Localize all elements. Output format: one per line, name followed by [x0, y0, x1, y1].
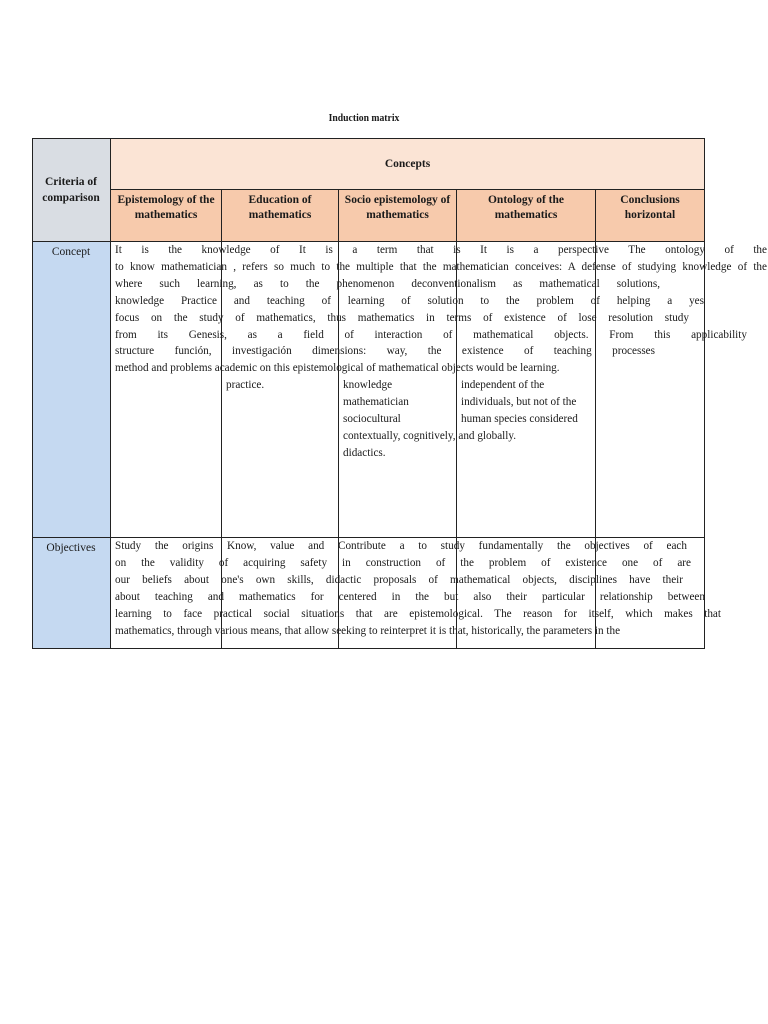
concept-line: independent of the — [461, 379, 545, 391]
concept-line: focus on the study of mathematics, thus mathematics in terms of existence of lose resolution study — [115, 311, 689, 324]
col3-line1: Socio epistemology of — [344, 194, 451, 206]
col1-line2: mathematics — [134, 209, 198, 221]
concept-line: didactics. — [343, 446, 386, 459]
criteria-label-line2: comparison — [42, 191, 100, 204]
objectives-line: Study the origins Know, value and Contribute a to study fundamentally the objectives of each — [115, 540, 687, 552]
objectives-line: our beliefs about one's own skills, didactic proposals of mathematical objects, disciplines have their — [115, 573, 683, 586]
concept-line: method and problems academic on this epistemological of mathematical objects would be learning. — [115, 362, 560, 375]
row-label-objectives — [32, 538, 111, 649]
objectives-line: learning to face practical social situations that are epistemological. The reason for itself, which makes that — [115, 607, 721, 620]
objectives-line: mathematics, through various means, that allow seeking to reinterpret it is that, historically, the parameters in the — [115, 624, 621, 637]
col2-line2: mathematics — [248, 209, 312, 221]
row-label-concept — [32, 242, 111, 538]
concept-line: to know mathematician , refers so much to the multiple that the mathematician conceives: A defense of studying knowledge of the — [115, 260, 767, 273]
column-header-socio-epistemology — [339, 190, 457, 242]
concept-line: structure función, investigación dimensions: way, the existence of teaching processes — [115, 345, 655, 358]
objectives-row-text — [115, 538, 721, 639]
objectives-line: on the validity of acquiring safety in construction of the problem of existence one of are — [115, 556, 691, 569]
column-header-education — [222, 190, 339, 242]
concept-line: mathematician — [343, 395, 409, 408]
document-title: Induction matrix — [328, 112, 400, 124]
concept-line: sociocultural — [343, 412, 401, 425]
column-header-epistemology — [111, 190, 222, 242]
col3-line2: mathematics — [366, 209, 429, 221]
objectives-line: about teaching and mathematics for centered in the but also their particular relationship between — [115, 590, 705, 603]
criteria-header — [32, 138, 111, 242]
concept-ontology-extra — [461, 377, 578, 428]
concept-line: contextually, cognitively, and globally. — [343, 429, 517, 442]
col4-line1: Ontology of the — [487, 194, 565, 206]
concepts-header-text: Concepts — [384, 157, 431, 170]
concept-row-text — [115, 242, 767, 377]
concept-line: human species considered — [461, 412, 578, 425]
col2-line1: Education of — [248, 194, 312, 206]
concept-education-extra — [226, 377, 264, 394]
criteria-label-line1: Criteria of — [44, 175, 98, 188]
concept-line: where such learning, as to the phenomenon deconventionalism as mathematical solutions, — [115, 277, 660, 290]
column-header-conclusions — [596, 190, 705, 242]
concept-line: from its Genesis, as a field of interaction of mathematical objects. From this applicability — [115, 328, 747, 341]
concept-line: It is the knowledge of It is a term that is It is a perspective The ontology of the — [115, 244, 767, 256]
col5-line2: horizontal — [624, 209, 676, 221]
col5-line1: Conclusions — [620, 194, 680, 206]
col1-line1: Epistemology of the — [117, 194, 215, 206]
concept-line: knowledge Practice and teaching of learning of solution to the problem of helping a yes — [115, 294, 704, 307]
concept-line: knowledge — [343, 379, 393, 391]
column-header-ontology — [457, 190, 596, 242]
concept-label-text: Concept — [51, 246, 91, 258]
concepts-header — [111, 138, 705, 190]
concept-line: individuals, but not of the — [461, 395, 577, 408]
col4-line2: mathematics — [494, 209, 558, 221]
concept-line: practice. — [226, 379, 265, 391]
objectives-label-text: Objectives — [46, 542, 96, 554]
